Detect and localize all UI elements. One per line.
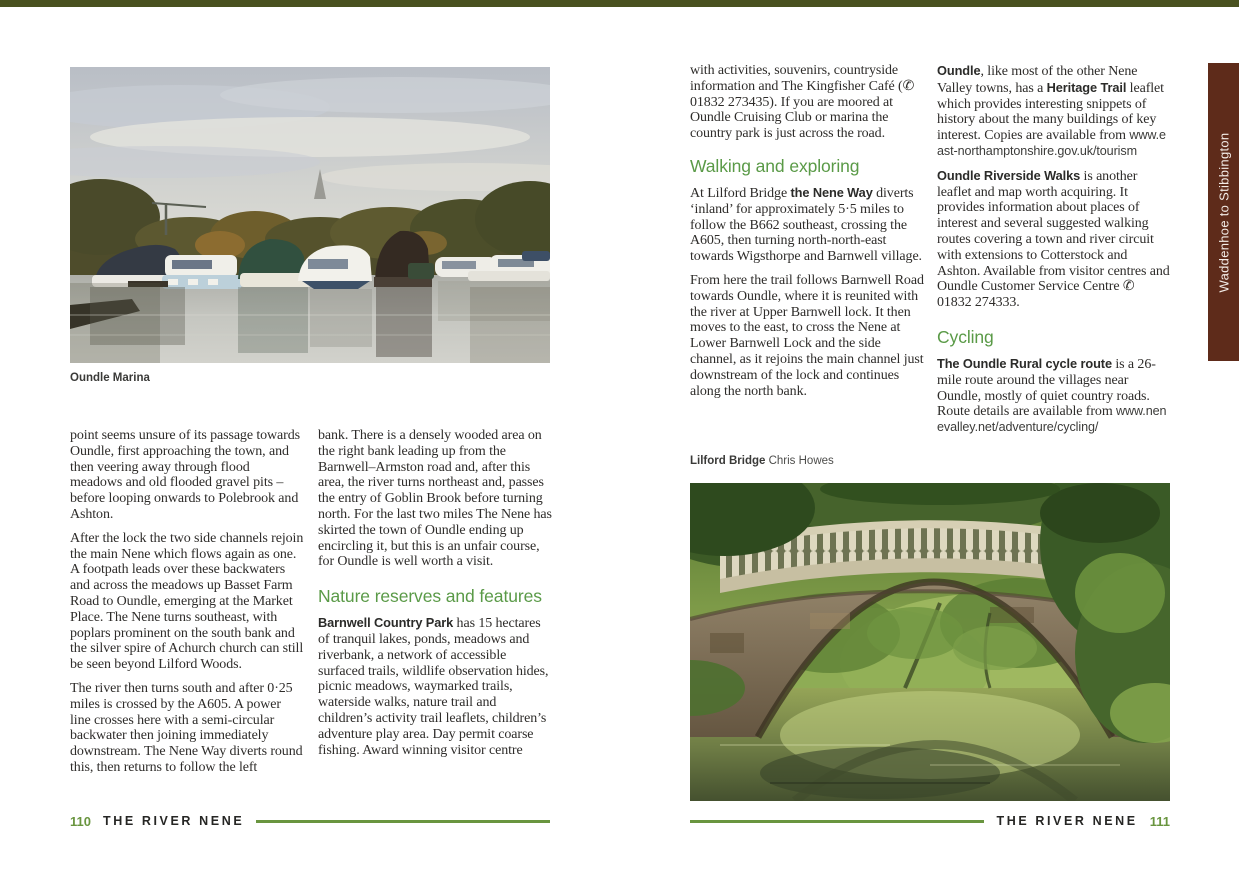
bridge-photo-illustration	[690, 483, 1170, 801]
paragraph: Barnwell Country Park has 15 hectares of tranquil lakes, ponds, meadows and riverbank, a network of accessible surfaced trails, wildlife observation hides, picnic meadows, waymarked trails, waterside walks, nature trail and children’s activity trail leaflets, children’s adventure play area. Day permit coarse fishing. Award winning visitor centre	[318, 615, 549, 758]
bold-lead-in: Oundle	[937, 63, 981, 78]
marina-caption-text: Oundle Marina	[70, 372, 150, 384]
bridge-caption-credit: Chris Howes	[765, 455, 834, 467]
bridge-caption-title: Lilford Bridge	[690, 455, 766, 467]
paragraph: After the lock the two side channels rejoin the main Nene which flows again as one. A footpath leads over these backwaters and across the meadows up Basset Farm Road to Oundle, emerging at the Market Place. The Nene turns southeast, with poplars prominent on the south bank and the silver spire of Achurch church can still be seen beyond Lilford Woods.	[70, 530, 304, 673]
right-page-column-2	[937, 63, 1171, 444]
bridge-photo	[690, 483, 1170, 801]
chapter-side-tab	[1208, 63, 1239, 361]
running-title: THE RIVER NENE	[996, 814, 1138, 828]
paragraph: From here the trail follows Barnwell Road towards Oundle, where it is reunited with the river at Upper Barnwell lock. It then moves to the east, to cross the Nene at Lower Barnwell Lock and the side channel, as it rejoins the main channel just downstream of the lock and continues along the north bank.	[690, 272, 924, 399]
paragraph: The river then turns south and after 0·25 miles is crossed by the A605. A power line crosses here with a semi-circular backwater then joining immediately downstream. The Nene Way diverts round this, then returns to follow the left	[70, 680, 303, 775]
left-page-column-1	[70, 428, 304, 784]
footer-rule	[690, 820, 984, 823]
section-heading-cycling: Cycling	[937, 326, 994, 347]
bold-lead-in: Oundle Riverside Walks	[937, 167, 1081, 183]
paragraph: Oundle Riverside Walks is another leaflet and map worth acquiring. It provides information about places of interest and several suggested walking routes covering a town and river circuit with extensions to Cotterstock and Ashton. Available from visitor centres and Oundle Customer Service Centre ✆ 01832 274333.	[937, 167, 1170, 311]
right-page-footer	[690, 812, 1170, 830]
cycling-url: www.nenevalley.net/adventure/cycling/	[937, 404, 1167, 435]
bold-phrase: the Nene Way	[790, 184, 873, 200]
right-page-column-1	[690, 63, 924, 407]
marina-photo-caption	[70, 372, 150, 384]
top-accent-bar	[0, 0, 1239, 7]
tourism-url: www.east-northamptonshire.gov.uk/tourism	[937, 128, 1166, 158]
running-title: THE RIVER NENE	[102, 814, 245, 828]
left-page-column-2	[318, 428, 552, 766]
section-heading-walking: Walking and exploring	[690, 155, 860, 176]
paragraph: bank. There is a densely wooded area on the right bank leading up from the Barnwell–Armston road and, after this area, the river turns northeast and, passes the entry of Goblin Brook before turning north. For the last two miles The Nene has skirted the town of Oundle ending up encircling it, but this is an unfair course, for Oundle is well worth a visit.	[318, 428, 552, 570]
bold-lead-in: The Oundle Rural cycle route	[937, 355, 1112, 371]
section-heading-nature-reserves: Nature reserves and features	[318, 586, 542, 607]
bold-lead-in: Barnwell Country Park	[318, 615, 454, 631]
marina-photo	[70, 67, 550, 363]
marina-photo-illustration	[70, 67, 550, 363]
left-page-footer	[70, 812, 550, 830]
paragraph: At Lilford Bridge the Nene Way diverts ‘inland’ for approximately 5·5 miles to follow the B662 southeast, crossing the A605, then turning north-north-east towards Wigsthorpe and Barnwell village.	[690, 184, 922, 265]
chapter-side-tab-label: Waddenhoe to Stibbington	[1216, 132, 1232, 292]
paragraph: Oundle, like most of the other Nene Valley towns, has a Heritage Trail leaflet which provides interesting snippets of history about the many buildings of key interest. Copies are available from www.east-northamptonshire.gov.uk/tourism	[937, 63, 1166, 158]
page-number: 111	[1149, 813, 1170, 829]
bold-phrase: Heritage Trail	[1046, 79, 1127, 95]
paragraph: The Oundle Rural cycle route is a 26-mile route around the villages near Oundle, mostly of quiet country roads. Route details are available from www.nenevalley.net/adventure/cycling/	[937, 355, 1167, 435]
paragraph: point seems unsure of its passage towards Oundle, first approaching the town, and then veering away through flood meadows and old flooded gravel pits – before looping onwards to Polebrook and Ashton.	[70, 428, 300, 522]
page-number: 110	[70, 813, 91, 829]
bridge-photo-caption	[690, 455, 834, 467]
footer-rule	[256, 820, 550, 823]
paragraph: with activities, souvenirs, countryside information and The Kingfisher Café (✆ 01832 273435). If you are moored at Oundle Cruising Club or marina the country park is just across the road.	[690, 63, 915, 142]
